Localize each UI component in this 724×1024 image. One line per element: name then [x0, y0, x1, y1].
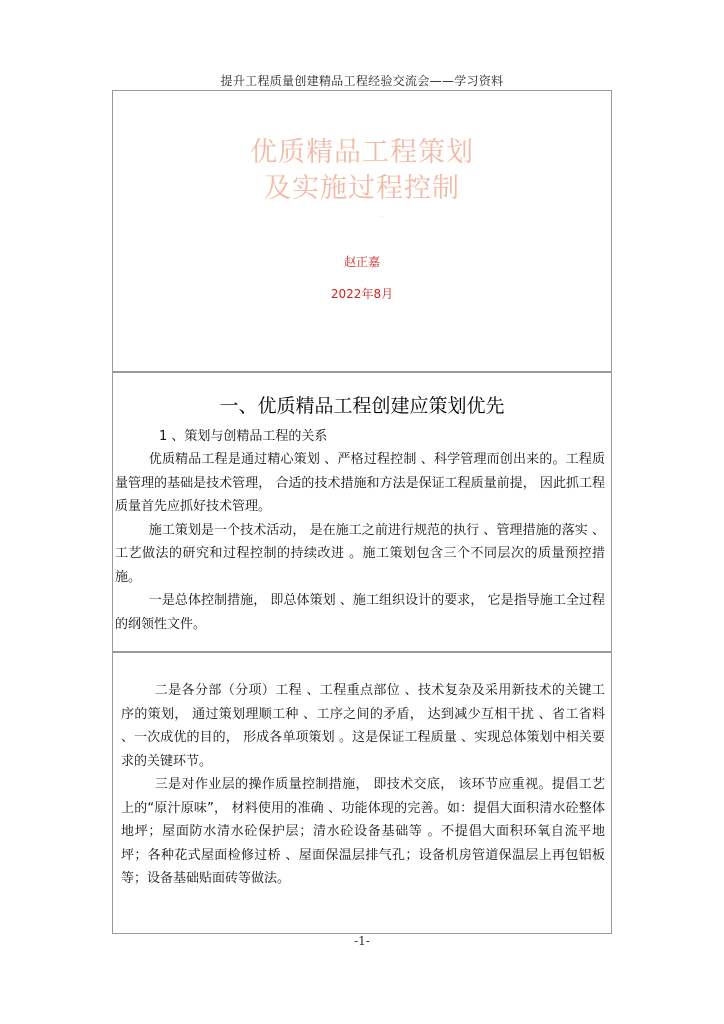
section2-paragraph-2: 三是对作业层的操作质量控制措施， 即技术交底， 该环节应重视。提倡工艺上的“原汁原味”， 材料使用的准确 、功能体现的完善。如：提倡大面积清水砼整体地坪；屋面防水清水砼保护层；清水砼设备基础等 。不提倡大面积环氧自流平地坪；各种花式屋面检修过桥 、屋面保温层排气孔；设备机房管道保温层上再包铝板等；设备基础贴面砖等做法。: [121, 777, 605, 886]
cover-dot: ·: [381, 214, 383, 221]
section1-body: [113, 448, 611, 636]
section2-body: [113, 679, 611, 891]
cover-title-line1: 优质精品工程策划: [250, 137, 474, 168]
section1-slide: [112, 372, 612, 652]
section2-slide: [112, 652, 612, 934]
cover-author: 赵正嘉: [343, 255, 380, 269]
section1-title: 一、优质精品工程创建应策划优先: [219, 395, 505, 417]
section1-paragraph-1: 优质精品工程是通过精心策划 、严格过程控制 、科学管理而创出来的。工程质量管理的基础是技术管理， 合适的技术措施和方法是保证工程质量前提， 因此抓工程质量首先应抓好技术管理。: [115, 452, 605, 514]
section2-paragraph-1: 二是各分部（分项）工程 、工程重点部位 、技术复杂及采用新技术的关键工序的策划， 通过策划理顺工种 、工序之间的矛盾， 达到减少互相干扰 、省工省料 、一次成优的目的， 形成各单项策划 。这是保证工程质量 、实现总体策划中相关要求的关键环节。: [121, 683, 605, 769]
cover-title-line2: 及实施过程控制: [264, 173, 460, 204]
section1-paragraph-3: 一是总体控制措施， 即总体策划 、施工组织设计的要求， 它是指导施工全过程的纲领性文件。: [115, 593, 605, 632]
page-number: -1-: [354, 934, 370, 948]
cover-slide: [112, 90, 612, 372]
section1-paragraph-2: 施工策划是一个技术活动， 是在施工之前进行规范的执行 、管理措施的落实 、工艺做法的研究和过程控制的持续改进 。施工策划包含三个不同层次的质量预控措施。: [115, 522, 605, 585]
section1-subheading: 1 、策划与创精品工程的关系: [159, 429, 328, 444]
cover-date: 2022年8月: [330, 287, 394, 301]
page-header: 提升工程质量创建精品工程经验交流会——学习资料: [220, 74, 504, 88]
